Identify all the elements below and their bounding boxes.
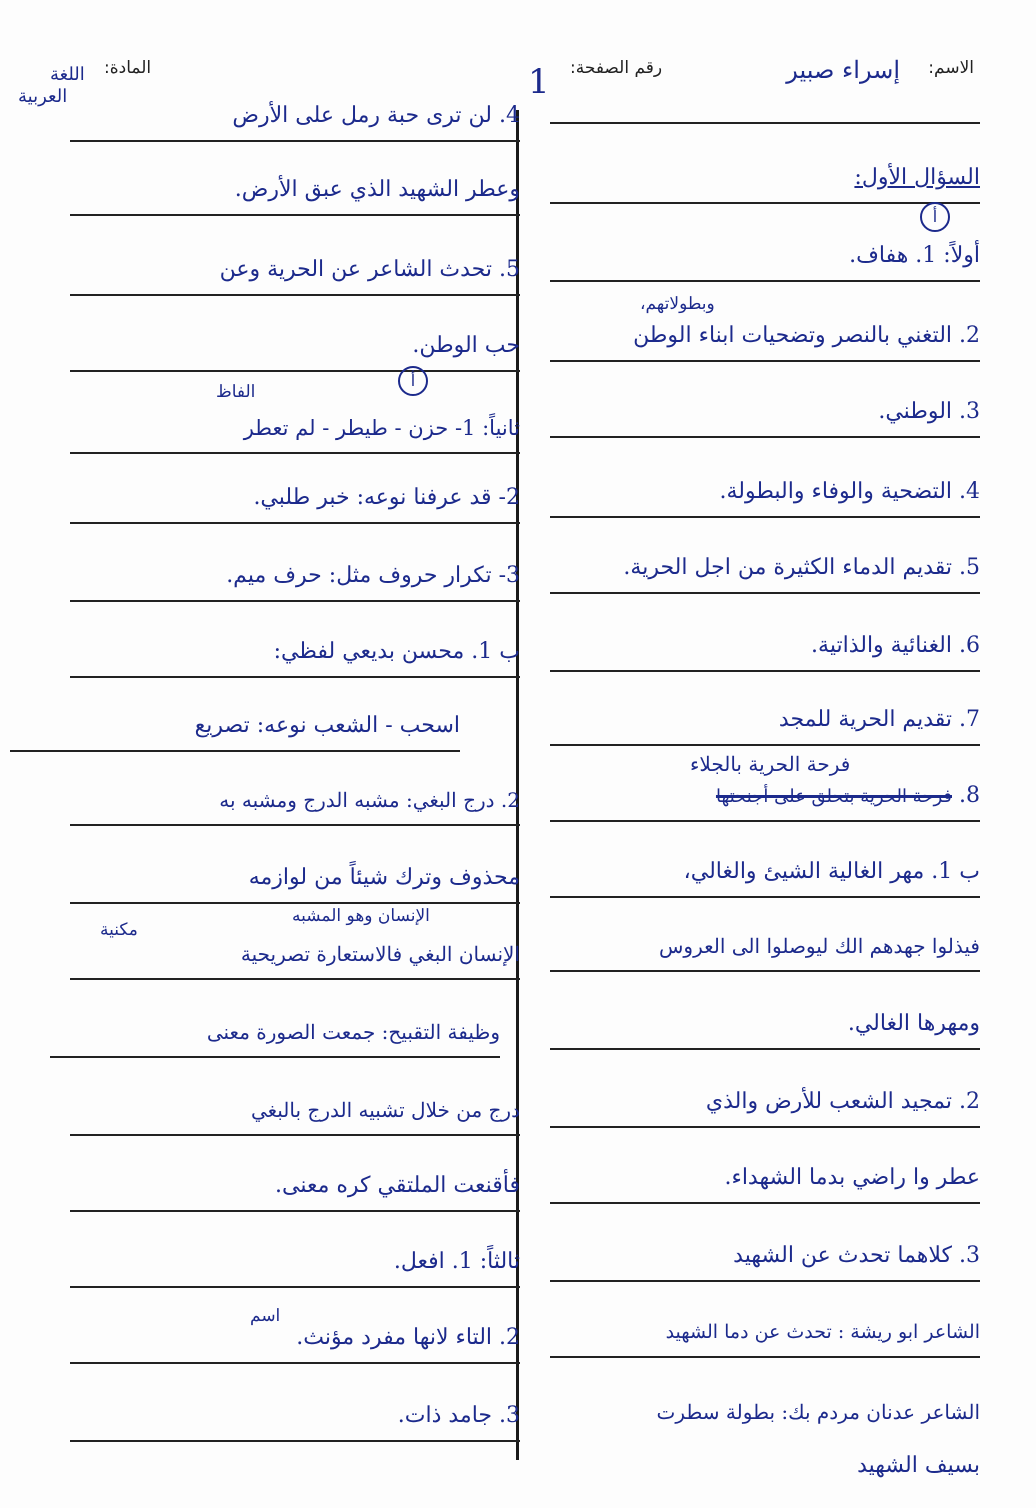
margin-note: فرحة الحرية بالجلاء <box>690 752 851 776</box>
subject-value-2: العربية <box>18 86 68 107</box>
answer-line: وظيفة التقبيح: جمعت الصورة معنى <box>50 1012 500 1058</box>
answer-line: 2. درج البغي: مشبه الدرج ومشبه به <box>70 780 520 826</box>
answer-line: 3. الوطني. <box>550 392 980 438</box>
subject-label: المادة: <box>104 58 152 78</box>
answer-line: عطر وا راضي بدما الشهداء. <box>550 1158 980 1204</box>
answer-line: 2. تمجيد الشعب للأرض والذي <box>550 1082 980 1128</box>
right-column <box>540 0 1010 1508</box>
answer-line: 7. تقديم الحرية للمجد <box>550 700 980 746</box>
answer-line <box>550 776 980 822</box>
margin-note: الإنسان وهو المشبه <box>292 906 430 926</box>
name-label: الاسم: <box>928 58 974 78</box>
struck-text: فرحة الحرية بتحلق على أجنحتها <box>715 786 952 807</box>
margin-note: الفاظ <box>216 382 256 402</box>
answer-line: فأقنعت الملتقي كره معنى. <box>70 1166 520 1212</box>
answer-line: 5. تقديم الدماء الكثيرة من اجل الحرية. <box>550 548 980 594</box>
answer-line: محذوف وترك شيئاً من لوازمه <box>70 858 520 904</box>
answer-line: 3. جامد ذات. <box>70 1396 520 1442</box>
answer-line: 5. تحدث الشاعر عن الحرية وعن <box>70 250 520 296</box>
answer-line: 2. التغني بالنصر وتضحيات ابناء الوطن <box>550 316 980 362</box>
margin-note: اسم <box>250 1306 281 1326</box>
answer-line: 2. التاء لانها مفرد مؤنث. <box>70 1318 520 1364</box>
answer-line: ومهرها الغالي. <box>550 1004 980 1050</box>
section-a-mark-left: أ <box>398 366 428 396</box>
answer-line: أولاً: 1. هفاف. <box>550 236 980 282</box>
answer-line: ب 1. محسن بديعي لفظي: <box>70 632 520 678</box>
answer-line: 3. كلاهما تحدث عن الشهيد <box>550 1236 980 1282</box>
left-column <box>30 0 520 1508</box>
page-number-label: رقم الصفحة: <box>570 58 663 78</box>
page-number-value: 1 <box>528 62 550 102</box>
answer-line: ب 1. مهر الغالية الشيئ والغالي، <box>550 852 980 898</box>
answer-line: ثانياً: 1- حزن - طيطر - لم تعطر <box>70 408 520 454</box>
question-1-heading: السؤال الأول: <box>854 165 980 190</box>
subject-value-1: اللغة <box>50 64 85 85</box>
section-a-mark: أ <box>920 202 950 232</box>
answer-line: حب الوطن. <box>70 326 520 372</box>
answer-line: ثالثاً: 1. افعل. <box>70 1242 520 1288</box>
answer-line: 3- تكرار حروف مثل: حرف ميم. <box>70 556 520 602</box>
margin-note: مكنية <box>100 920 138 940</box>
answer-line: 4. التضحية والوفاء والبطولة. <box>550 472 980 518</box>
answer-line: بسيف الشهيد <box>857 1453 980 1478</box>
answer-line: الشاعر ابو ريشة : تحدث عن دما الشهيد <box>550 1312 980 1358</box>
answer-line: 6. الغنائية والذاتية. <box>550 626 980 672</box>
blank-line <box>550 78 980 124</box>
answer-line: وعطر الشهيد الذي عبق الأرض. <box>70 170 520 216</box>
answer-number: 8. <box>952 783 980 808</box>
margin-note: وبطولاتهم، <box>640 294 715 314</box>
answer-line: درج من خلال تشبيه الدرج بالبغي <box>70 1090 520 1136</box>
student-name: إسراء صبير <box>786 56 900 84</box>
answer-line: اسحب - الشعب نوعه: تصريع <box>10 706 460 752</box>
answer-line: 4. لن ترى حبة رمل على الأرض <box>70 96 520 142</box>
answer-line: الشاعر عدنان مردم بك: بطولة سطرت <box>656 1400 980 1424</box>
answer-line: فيذلوا جهدهم الك ليوصلوا الى العروس <box>550 926 980 972</box>
question-1-title <box>550 158 980 204</box>
answer-line: 2- قد عرفنا نوعه: خبر طلبي. <box>70 478 520 524</box>
answer-line: الإنسان البغي فالاستعارة تصريحية <box>70 934 520 980</box>
